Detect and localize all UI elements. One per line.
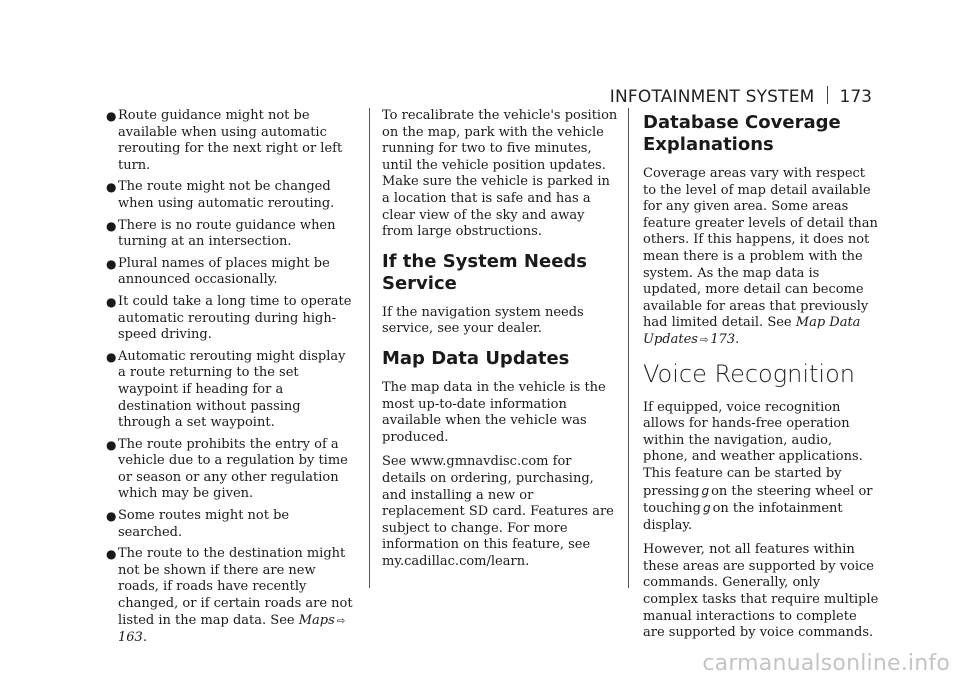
page-ref-arrow-icon: ⇨: [699, 334, 709, 346]
column-2: [382, 108, 618, 578]
list-item: ● Plural names of places might be announced occasionally.: [106, 255, 330, 288]
bullet-icon: ●: [106, 256, 117, 271]
list-item: ● There is no route guidance when turning at an intersection.: [106, 217, 336, 250]
column-divider-1: [369, 108, 370, 588]
maps-link[interactable]: Maps: [298, 612, 335, 628]
voice-limitations-paragraph: However, not all features within these areas are supported by voice commands. Generally, only complex tasks that require multiple manual interactions to complete are supported by voice commands.: [643, 542, 879, 641]
bullet-icon: ●: [106, 437, 117, 452]
bullet-icon: ●: [106, 509, 117, 524]
bullet-icon: ●: [106, 109, 117, 123]
page-number: 173: [839, 87, 872, 107]
map-updates-heading: Map Data Updates: [382, 347, 570, 369]
column-1: [106, 108, 356, 652]
list-item: ● Automatic rerouting might display a route returning to the set waypoint if heading for a destination without passing through a set waypoint.: [106, 348, 346, 431]
bullet-icon: ●: [106, 349, 117, 364]
bullet-icon: ●: [106, 218, 117, 233]
list-item: ● The route might not be changed when using automatic rerouting.: [106, 179, 335, 211]
maps-page-ref[interactable]: 163: [118, 630, 143, 646]
voice-paragraph: If equipped, voice recognition allows for hands-free operation within the navigation, audio, phone, and weather applications. This feature can be started by pressing g on the steering wheel or touching g on the infotainment display.: [643, 399, 873, 533]
map-data-updates-page-ref[interactable]: 173: [710, 331, 736, 347]
service-paragraph: If the navigation system needs service, see your dealer.: [382, 304, 584, 337]
map-ordering-paragraph: See www.gmnavdisc.com for details on ordering, purchasing, and installing a new or replacement SD card. Features are subject to change. For more information on this feature, see my.cadillac.com/learn.: [382, 454, 614, 569]
recalibrate-paragraph: To recalibrate the vehicle's position on the map, park with the vehicle running for two to five minutes, until the vehicle position updates. Make sure the vehicle is parked in a location that is safe and has a clear view of the sky and away from large obstructions.: [382, 108, 618, 240]
bullet-icon: ●: [106, 294, 117, 309]
page-header: [610, 84, 872, 107]
list-item: ● Some routes might not be searched.: [106, 508, 290, 540]
column-divider-2: [628, 108, 629, 588]
list-item: ● The route to the destination might not be shown if there are new roads, if roads have recently changed, or if certain roads are not listed in the map data. See Maps ⇨163.: [106, 546, 353, 646]
list-item: ● It could take a long time to operate automatic rerouting during high-speed driving.: [106, 293, 352, 343]
voice-button-icon: g: [702, 501, 711, 516]
coverage-heading: Database Coverage Explanations: [643, 112, 841, 155]
route-limitations-list: [106, 108, 356, 647]
voice-recognition-heading: Voice Recognition: [643, 359, 855, 388]
column-3: [643, 108, 879, 650]
bullet-icon: ●: [106, 547, 117, 562]
voice-button-icon: g: [701, 483, 710, 498]
list-item: ● The route prohibits the entry of a vehicle due to a regulation by time or season or any other regulation which may be given.: [106, 436, 348, 502]
list-item: ● Route guidance might not be available when using automatic rerouting for the next right or left turn.: [106, 108, 343, 173]
map-data-updates-link[interactable]: Map Data Updates: [643, 315, 861, 347]
coverage-paragraph: Coverage areas vary with respect to the level of map detail available for any given area. Some areas feature greater levels of detail than others. If this happens, it does not mean there is a problem with the system. As the map data is updated, more detail can become available for areas that previously had limited detail. See Map Data Updates ⇨ 173.: [643, 166, 879, 350]
section-title: INFOTAINMENT SYSTEM: [609, 87, 815, 107]
header-divider: [827, 86, 828, 104]
map-data-paragraph: The map data in the vehicle is the most up-to-date information available when the vehicle was produced.: [382, 379, 606, 445]
bullet-icon: ●: [106, 180, 117, 195]
service-heading: If the System Needs Service: [382, 250, 588, 294]
page-ref-arrow-icon: ⇨: [336, 615, 346, 627]
watermark: carmanualsonline.info: [702, 651, 950, 676]
